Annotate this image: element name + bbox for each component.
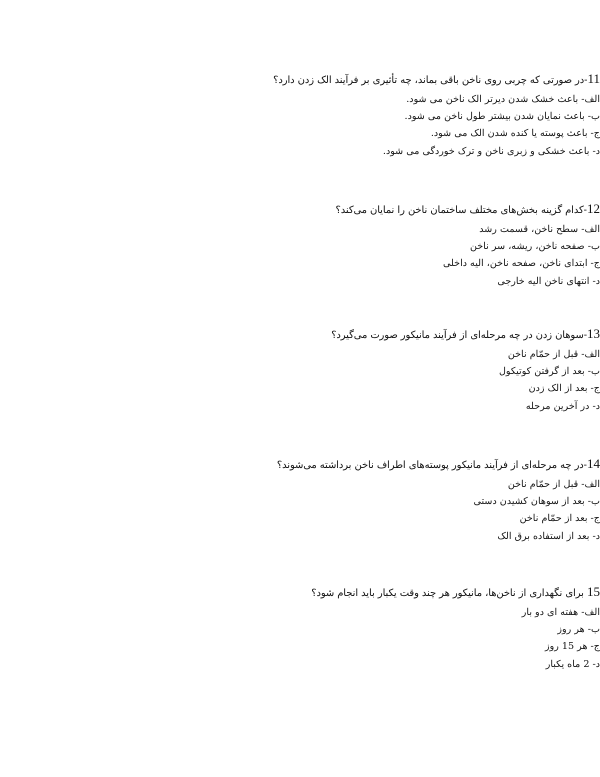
question-number: 11 — [587, 71, 600, 86]
question-13-text — [310, 325, 600, 344]
option-c: ج- بعد از الک زدن — [528, 383, 600, 395]
options-list — [290, 604, 600, 673]
options-list — [310, 221, 600, 290]
question-stem: -در چه مرحله‌ای از فرآیند مانیکور پوسته‌های اطراف ناخن برداشته می‌شوند؟ — [276, 460, 587, 471]
question-stem: -در صورتی که چربی روی ناخن باقی بماند، چه تأثیری بر فرآیند الک زدن دارد؟ — [273, 75, 588, 86]
options-list — [310, 346, 600, 415]
option-c: ج- باعث پوسته یا کنده شدن الک می شود. — [430, 128, 600, 140]
question-number: 14 — [587, 456, 600, 471]
option-c: ج- هر 15 روز — [544, 641, 600, 653]
question-13 — [310, 325, 600, 415]
option-d: د- انتهای ناخن الیه خارجی — [497, 275, 600, 287]
option-d: د- باعث خشکی و زبری ناخن و ترک خوردگی می شود. — [382, 145, 600, 157]
option-c: ج- ابتدای ناخن، صفحه ناخن، الیه داخلی — [442, 258, 600, 270]
question-stem: -سوهان زدن در چه مرحله‌ای از فرآیند مانیکور صورت می‌گیرد؟ — [331, 330, 587, 341]
options-list — [245, 476, 600, 545]
question-number: 15 — [587, 584, 600, 599]
question-stem: -کدام گزینه بخش‌های مختلف ساختمان ناخن را نمایان می‌کند؟ — [335, 205, 587, 216]
question-14-text — [245, 455, 600, 474]
option-a: الف- قبل از حمّام ناخن — [507, 349, 600, 360]
question-15 — [290, 583, 600, 673]
option-b: ب- بعد از گرفتن کوتیکول — [498, 366, 600, 378]
option-b: ب- صفحه ناخن، ریشه، سر ناخن — [469, 241, 600, 253]
option-a: الف- قبل از حمّام ناخن — [507, 479, 600, 490]
option-a: الف- سطح ناخن، قسمت رشد — [479, 224, 600, 235]
question-number: 13 — [587, 326, 600, 341]
option-b: ب- بعد از سوهان کشیدن دستی — [473, 496, 600, 508]
option-a: الف- باعث خشک شدن دیرتر الک ناخن می شود. — [406, 94, 600, 105]
question-12 — [310, 200, 600, 290]
option-a: الف- هفته ای دو بار — [521, 607, 600, 618]
option-b: ب- هر روز — [557, 624, 600, 636]
question-11 — [255, 70, 600, 160]
option-c: ج- بعد از حمّام ناخن — [519, 513, 600, 525]
option-d: د- بعد از استفاده برق الک — [497, 530, 600, 542]
question-number: 12 — [587, 201, 600, 216]
question-15-text — [290, 583, 600, 602]
question-stem: برای نگهداری از ناخن‌ها، مانیکور هر چند وقت یکبار باید انجام شود؟ — [311, 588, 587, 599]
question-14 — [245, 455, 600, 545]
question-11-text — [255, 70, 600, 89]
question-12-text — [310, 200, 600, 219]
option-d: د- در آخرین مرحله — [525, 400, 600, 412]
option-b: ب- باعث نمایان شدن بیشتر طول ناخن می شود. — [404, 111, 600, 123]
option-d: د- 2 ماه یکبار — [545, 658, 600, 670]
options-list — [255, 91, 600, 160]
